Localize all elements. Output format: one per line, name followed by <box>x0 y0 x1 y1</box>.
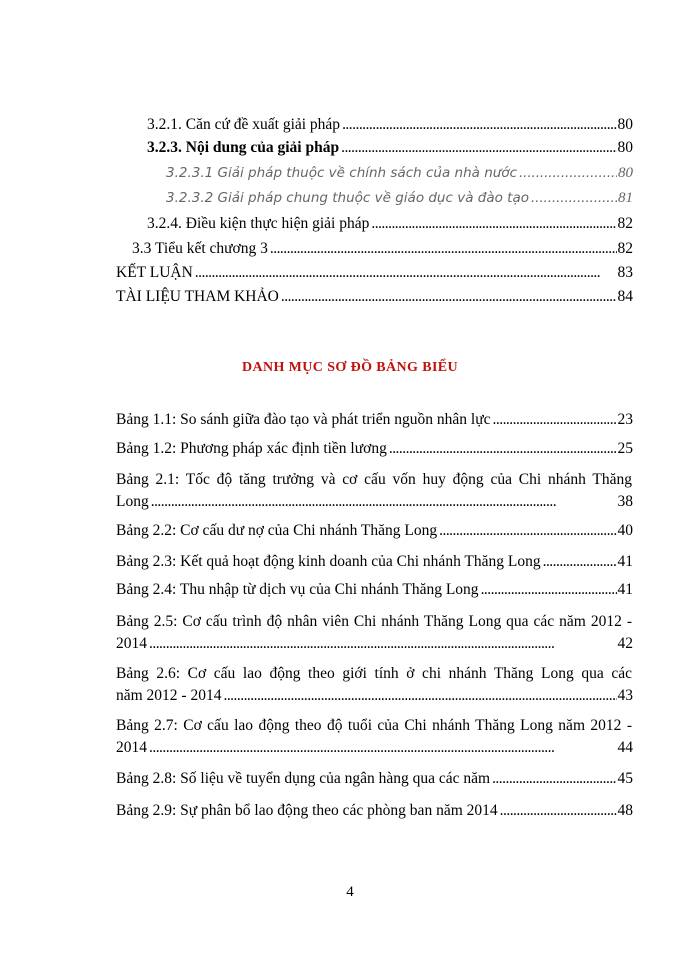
dot-leader <box>531 187 617 209</box>
table-entry-page: 45 <box>617 770 633 787</box>
table-entry-2-5[interactable] <box>116 610 632 655</box>
toc-entry-page: 81 <box>618 190 633 206</box>
toc-entry-page: 80 <box>617 139 633 156</box>
table-entry-2-7[interactable] <box>116 714 632 759</box>
toc-entry-page: 82 <box>617 240 633 257</box>
table-entry-2-4[interactable] <box>116 579 633 601</box>
toc-entry-label: TÀI LIỆU THAM KHẢO <box>116 288 279 305</box>
toc-entry-page: 84 <box>617 288 633 305</box>
table-entry-page: 42 <box>617 635 633 652</box>
table-entry-line2 <box>116 633 633 655</box>
dot-leader <box>389 438 617 460</box>
dot-leader <box>543 551 617 573</box>
table-entry-2-2[interactable] <box>116 520 633 542</box>
list-of-tables-heading: DANH MỤC SƠ ĐỒ BẢNG BIỂU <box>241 360 459 375</box>
dot-leader <box>149 633 617 655</box>
dot-leader <box>500 800 617 822</box>
table-entry-line2 <box>116 685 633 707</box>
toc-entry-label: 3.2.4. Điều kiện thực hiện giải pháp <box>147 215 370 232</box>
table-entry-line2 <box>116 737 633 759</box>
dot-leader <box>341 137 616 159</box>
dot-leader <box>151 491 617 513</box>
table-entry-label: Bảng 2.3: Kết quả hoạt động kinh doanh của Chi nhánh Thăng Long <box>116 553 541 570</box>
toc-entry-label: 3.2.3.2 Giải pháp chung thuộc về giáo dục và đào tạo <box>166 190 529 206</box>
dot-leader <box>270 238 617 260</box>
table-entry-page: 43 <box>617 687 633 704</box>
toc-entry-label: 3.2.1. Căn cứ đề xuất giải pháp <box>147 116 341 133</box>
table-entry-label-line1: Bảng 2.5: Cơ cấu trình độ nhân viên Chi nhánh Thăng Long qua các năm 2012 - <box>116 613 632 630</box>
dot-leader <box>492 768 616 790</box>
toc-entry-label: 3.2.3. Nội dung của giải pháp <box>147 139 340 156</box>
toc-entry-3-2-3[interactable] <box>147 137 633 159</box>
toc-entry-ket-luan[interactable] <box>116 262 633 284</box>
table-entry-label: Bảng 1.2: Phương pháp xác định tiền lương <box>116 440 387 457</box>
table-entry-page: 48 <box>617 802 633 819</box>
table-entry-label: Bảng 2.2: Cơ cấu dư nợ của Chi nhánh Thăng Long <box>116 522 438 539</box>
toc-entry-3-2-1[interactable] <box>147 114 633 136</box>
toc-entry-page: 83 <box>617 264 633 281</box>
table-entry-2-8[interactable] <box>116 768 633 790</box>
dot-leader <box>281 286 617 308</box>
table-entry-1-1[interactable] <box>116 409 633 431</box>
table-entry-2-6[interactable] <box>116 662 632 707</box>
table-entry-label: Bảng 2.9: Sự phân bổ lao động theo các phòng ban năm 2014 <box>116 802 498 819</box>
table-entry-label: Bảng 2.8: Số liệu về tuyển dụng của ngân hàng qua các năm <box>116 770 491 787</box>
toc-entry-tai-lieu[interactable] <box>116 286 633 308</box>
dot-leader <box>439 520 616 542</box>
toc-entry-label: 3.2.3.1 Giải pháp thuộc về chính sách của nhà nước <box>166 165 517 181</box>
dot-leader <box>195 262 617 284</box>
toc-entry-3-2-3-2[interactable] <box>166 187 633 209</box>
table-entry-label-line1: Bảng 2.1: Tốc độ tăng trưởng và cơ cấu vốn huy động của Chi nhánh Thăng <box>116 471 632 488</box>
table-entry-2-9[interactable] <box>116 800 633 822</box>
toc-entry-page: 82 <box>617 215 633 232</box>
table-entry-page: 23 <box>617 411 633 428</box>
toc-entry-page: 80 <box>618 165 633 181</box>
table-entry-label-line2: 2014 <box>116 739 147 756</box>
table-entry-page: 44 <box>617 739 633 756</box>
table-entry-2-1[interactable] <box>116 468 632 513</box>
dot-leader <box>481 579 617 601</box>
table-entry-page: 41 <box>617 581 633 598</box>
dot-leader <box>519 162 617 184</box>
toc-entry-3-2-3-1[interactable] <box>166 162 633 184</box>
toc-entry-label: 3.3 Tiểu kết chương 3 <box>132 240 268 257</box>
table-entry-page: 38 <box>617 493 633 510</box>
table-entry-page: 40 <box>617 522 633 539</box>
table-entry-1-2[interactable] <box>116 438 633 460</box>
table-entry-label-line1: Bảng 2.7: Cơ cấu lao động theo độ tuổi của Chi nhánh Thăng Long năm 2012 - <box>116 717 632 734</box>
dot-leader <box>371 213 616 235</box>
toc-entry-label: KẾT LUẬN <box>116 264 193 281</box>
toc-entry-3-2-4[interactable] <box>147 213 633 235</box>
dot-leader <box>149 737 617 759</box>
table-entry-label-line2: Long <box>116 493 149 510</box>
table-entry-label-line2: 2014 <box>116 635 147 652</box>
table-entry-page: 41 <box>617 553 633 570</box>
table-entry-page: 25 <box>617 440 633 457</box>
dot-leader <box>493 409 617 431</box>
table-entry-line2 <box>116 491 633 513</box>
dot-leader <box>342 114 616 136</box>
table-entry-label-line2: năm 2012 - 2014 <box>116 687 222 704</box>
table-entry-label: Bảng 2.4: Thu nhập từ dịch vụ của Chi nhánh Thăng Long <box>116 581 479 598</box>
dot-leader <box>223 685 616 707</box>
table-entry-2-3[interactable] <box>116 551 633 573</box>
page-number: 4 <box>346 884 354 900</box>
table-entry-label: Bảng 1.1: So sánh giữa đào tạo và phát triển nguồn nhân lực <box>116 411 491 428</box>
toc-entry-page: 80 <box>617 116 633 133</box>
table-entry-label-line1: Bảng 2.6: Cơ cấu lao động theo giới tính ở chi nhánh Thăng Long qua các <box>116 665 632 682</box>
toc-entry-3-3[interactable] <box>132 238 633 260</box>
